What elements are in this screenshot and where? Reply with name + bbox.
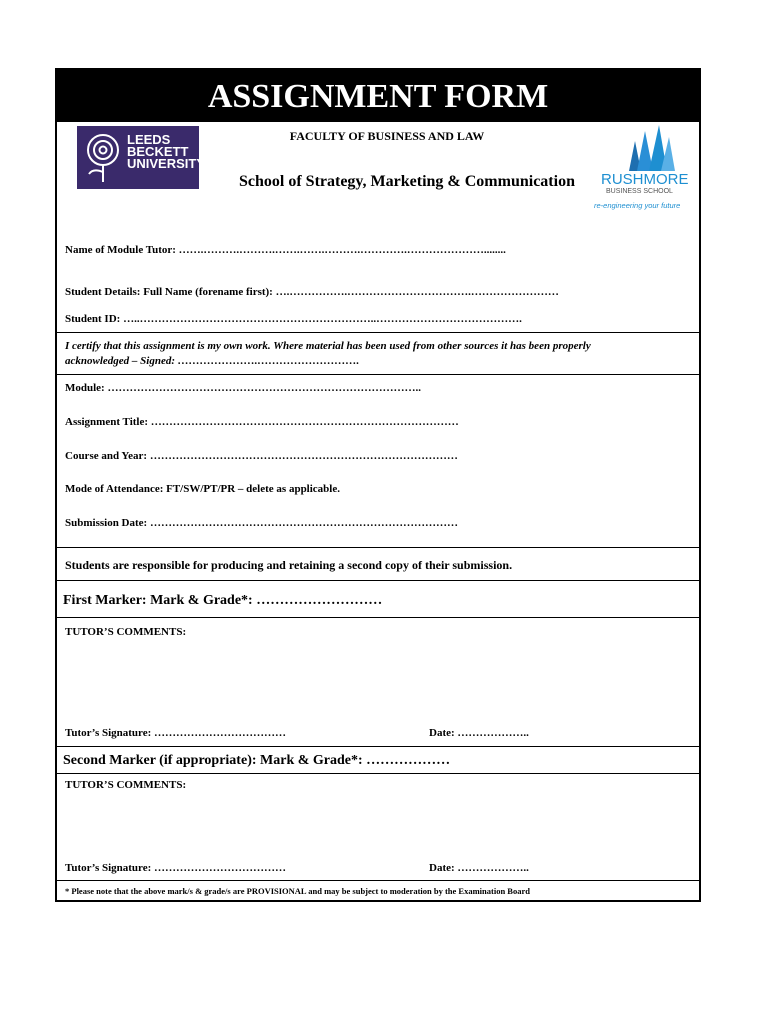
form-header [57,122,699,237]
rushmore-name: RUSHMORE [601,171,689,188]
student-id-field[interactable]: Student ID: …..………………………………………………………..…………………………………. [65,313,522,325]
building-icon [591,123,701,173]
first-tutor-date[interactable]: Date: ……………….. [429,727,529,739]
submission-date-field[interactable]: Submission Date: ………………………………………………………………………… [65,517,458,529]
divider [57,547,699,548]
certification-signature[interactable]: acknowledged – Signed: ………………….………………………. [65,355,360,367]
responsibility-notice: Students are responsible for producing and retaining a second copy of their submission. [65,558,513,572]
leeds-beckett-logo [77,126,206,189]
attendance-field[interactable]: Mode of Attendance: FT/SW/PT/PR – delete as applicable. [65,483,340,495]
rushmore-logo [591,123,701,211]
divider [57,880,699,881]
leeds-logo-line: UNIVERSITY [127,156,206,171]
divider [57,773,699,774]
school-name: School of Strategy, Marketing & Communication [239,173,575,190]
divider [57,580,699,581]
module-field[interactable]: Module: ………………………………………………………………………….. [65,382,421,394]
leeds-logo-line: BECKETT [127,144,189,159]
second-tutor-signature[interactable]: Tutor’s Signature: ……………………………… [65,862,287,874]
divider [57,374,699,375]
rose-icon [81,130,125,184]
course-year-field[interactable]: Course and Year: ………………………………………………………………………… [65,450,458,462]
certification-statement: I certify that this assignment is my own work. Where material has been used from other sources it has been properly [65,340,591,352]
first-tutor-signature[interactable]: Tutor’s Signature: ……………………………… [65,727,287,739]
divider [57,746,699,747]
form-title: ASSIGNMENT FORM [57,70,699,122]
student-details-field[interactable]: Student Details: Full Name (forename first): ….…………….…………………………….…………………… [65,286,559,298]
assignment-title-field[interactable]: Assignment Title: ………………………………………………………………………… [65,416,459,428]
first-tutor-comments-label: TUTOR’S COMMENTS: [65,626,187,638]
rushmore-tagline: re-engineering your future [594,201,681,210]
faculty-name: FACULTY OF BUSINESS AND LAW [289,129,485,143]
second-tutor-date[interactable]: Date: ……………….. [429,862,529,874]
assignment-form [55,68,701,902]
divider [57,332,699,333]
footnote: * Please note that the above mark/s & grade/s are PROVISIONAL and may be subject to moderation by the Examination Board [65,886,530,896]
leeds-logo-text [127,134,205,170]
module-tutor-field[interactable]: Name of Module Tutor: …….……….……….…….…….……….………….…………………........ [65,244,506,256]
second-tutor-comments-label: TUTOR’S COMMENTS: [65,779,187,791]
second-marker-heading[interactable]: Second Marker (if appropriate): Mark & Grade*: ……………… [63,753,451,768]
divider [57,617,699,618]
leeds-logo-line: LEEDS [127,132,171,147]
first-marker-heading[interactable]: First Marker: Mark & Grade*: ……………………… [63,593,383,608]
rushmore-subtitle: BUSINESS SCHOOL [606,188,673,195]
